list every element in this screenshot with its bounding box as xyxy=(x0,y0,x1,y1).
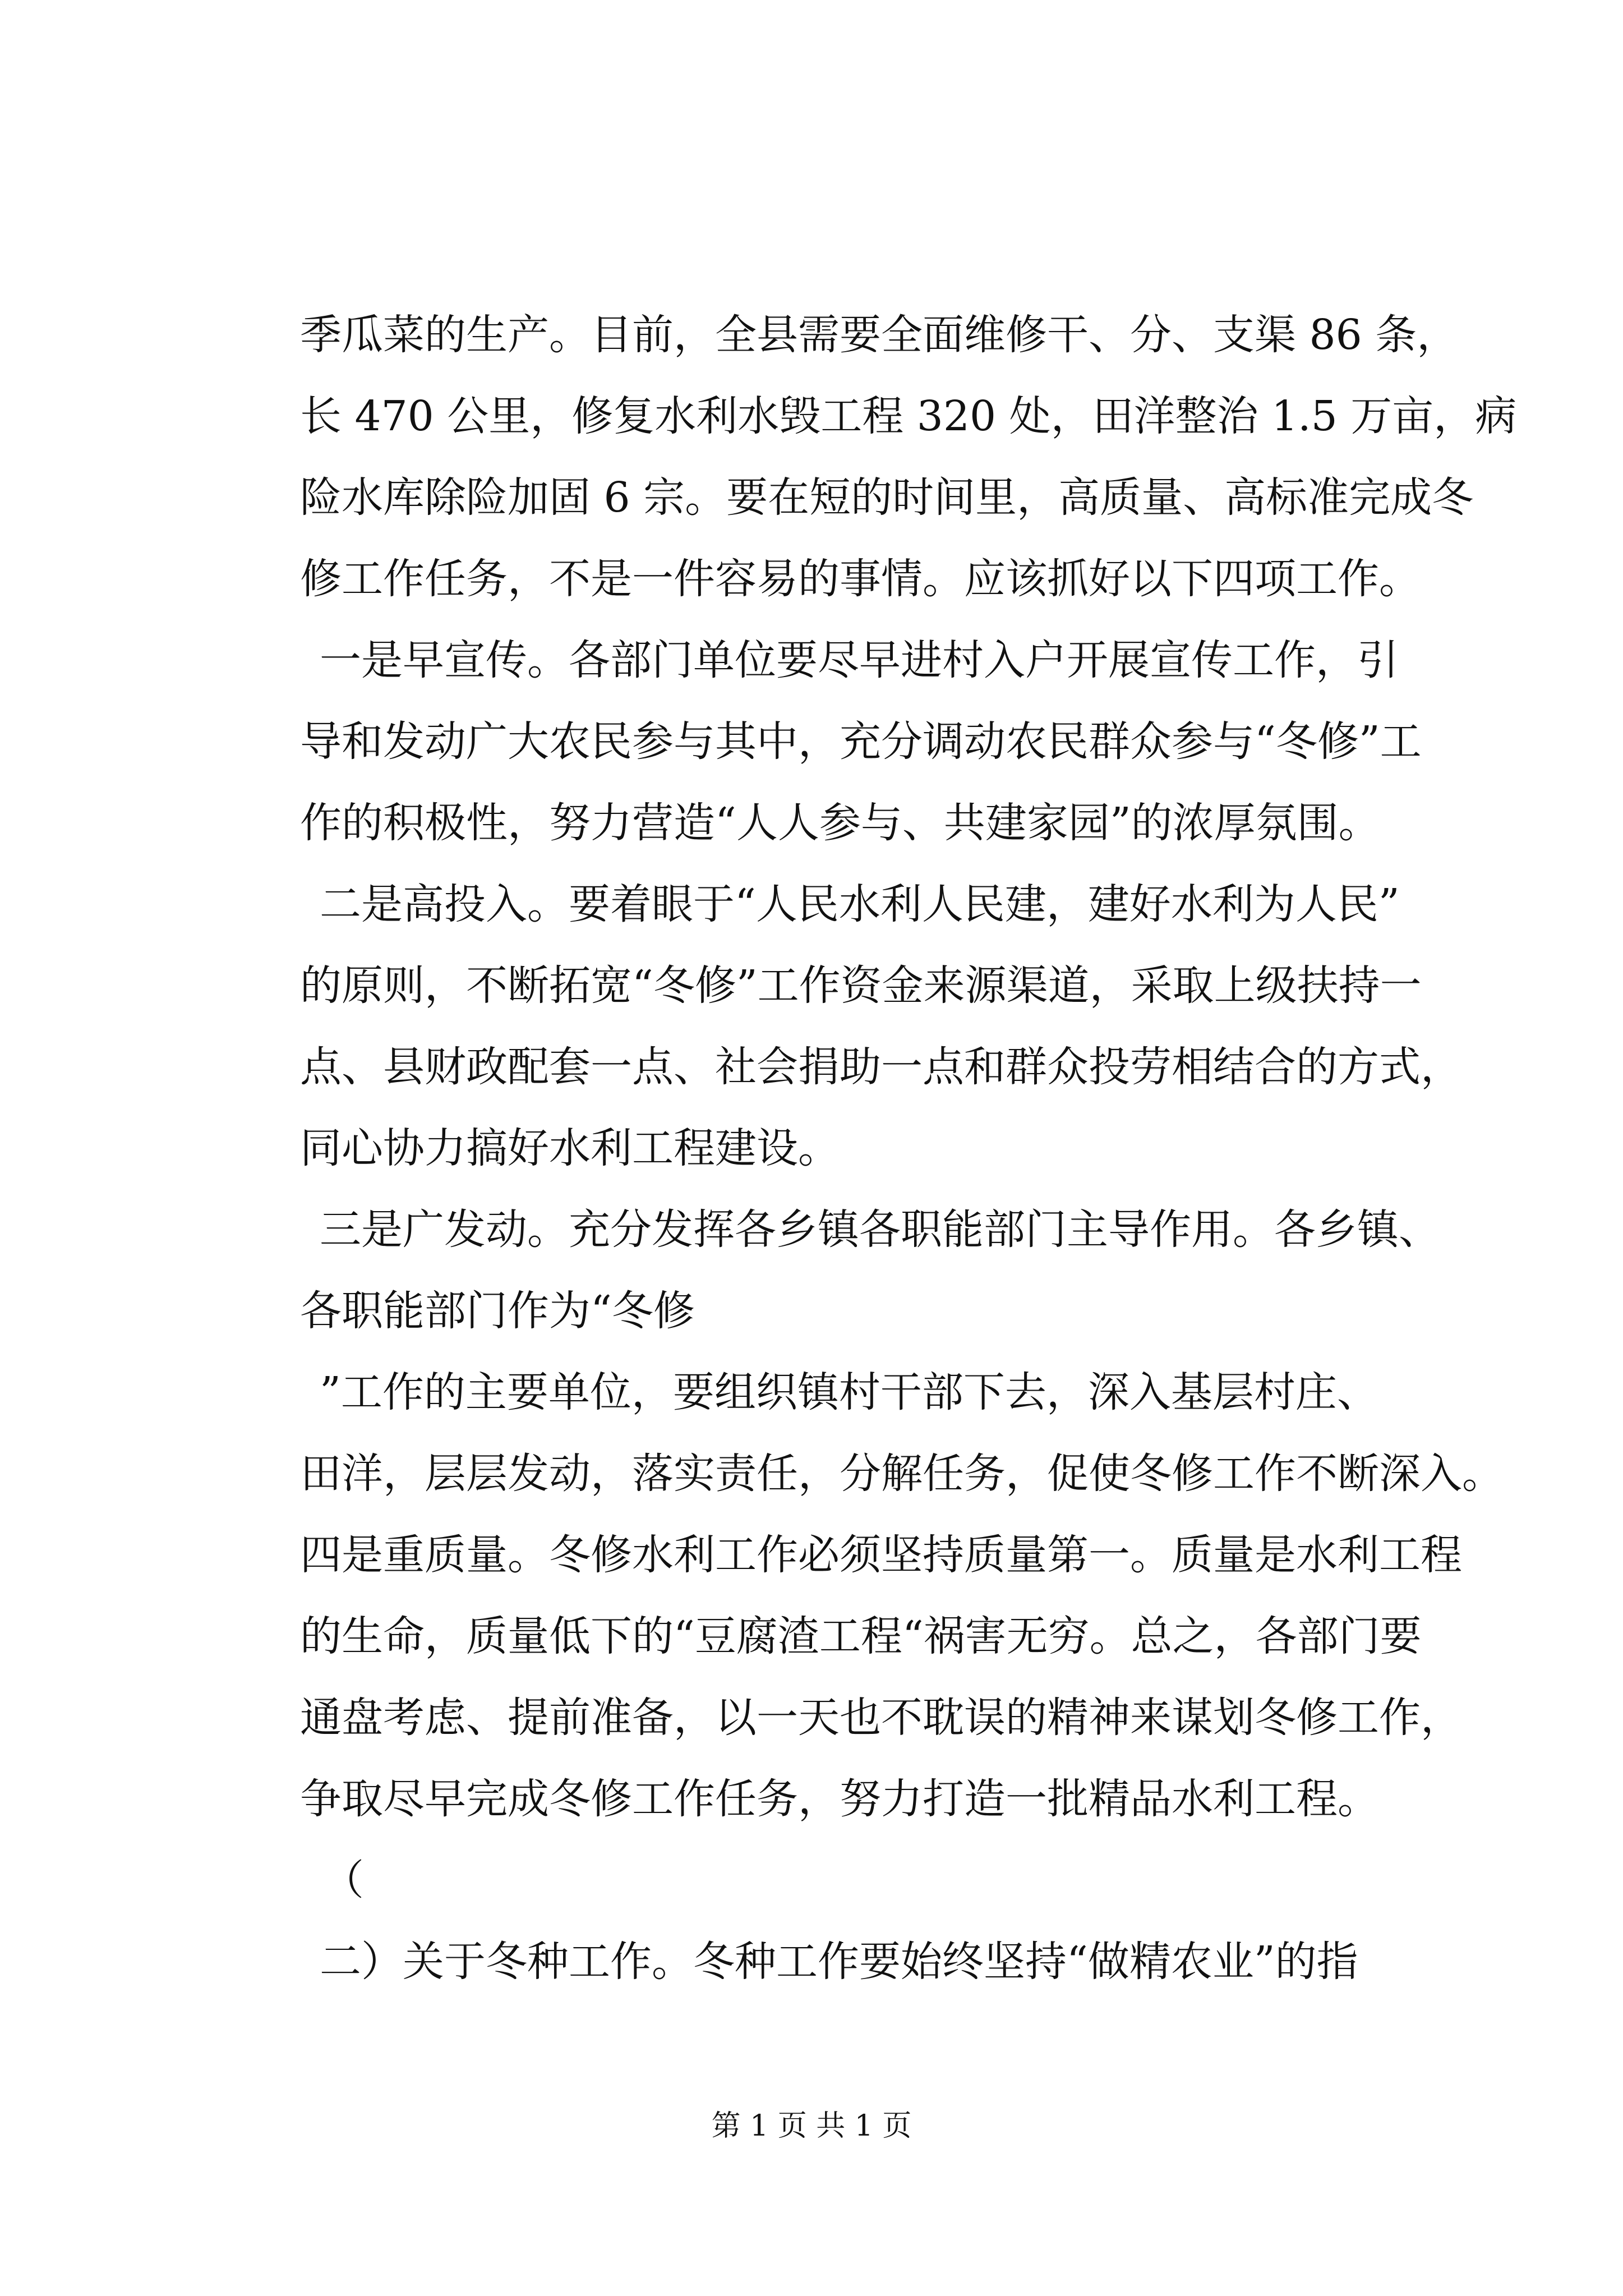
text-line: 季瓜菜的生产。目前，全县需要全面维修干、分、支渠 86 条， xyxy=(300,311,1459,359)
text-line: 三是广发动。充分发挥各乡镇各职能部门主导作用。各乡镇、 xyxy=(320,1205,1440,1254)
text-line: 二）关于冬种工作。冬种工作要始终坚持“做精农业”的指 xyxy=(320,1938,1358,1986)
text-line: ”工作的主要单位，要组织镇村干部下去，深入基层村庄、 xyxy=(320,1368,1378,1416)
text-line: 的生命，质量低下的“豆腐渣工程“祸害无穷。总之，各部门要 xyxy=(300,1612,1422,1660)
text-line: 田洋，层层发动，落实责任，分解任务，促使冬修工作不断深入。 xyxy=(300,1450,1504,1498)
text-line: 各职能部门作为“冬修 xyxy=(300,1287,695,1335)
text-line: 通盘考虑、提前准备，以一天也不耽误的精神来谋划冬修工作， xyxy=(300,1694,1462,1742)
text-line: 作的积极性，努力营造“人人参与、共建家园”的浓厚氛围。 xyxy=(300,799,1380,847)
text-line: 险水库除险加固 6 宗。要在短的时间里，高质量、高标准完成冬 xyxy=(300,473,1474,522)
page-number-footer: 第 1 页 共 1 页 xyxy=(711,2109,912,2143)
text-line: 争取尽早完成冬修工作任务，努力打造一批精品水利工程。 xyxy=(300,1775,1379,1823)
text-line: 点、县财政配套一点、社会捐助一点和群众投劳相结合的方式， xyxy=(300,1043,1462,1091)
document-body xyxy=(300,295,1517,2003)
text-line: 的原则，不断拓宽“冬修”工作资金来源渠道，采取上级扶持一 xyxy=(300,961,1422,1010)
text-line: 二是高投入。要着眼于“人民水利人民建，建好水利为人民” xyxy=(320,880,1400,928)
text-line: 一是早宣传。各部门单位要尽早进村入户开展宣传工作，引 xyxy=(320,636,1399,684)
text-line: 长 470 公里，修复水利水毁工程 320 处，田洋整治 1.5 万亩，病 xyxy=(300,392,1517,440)
text-line: 导和发动广大农民参与其中，充分调动农民群众参与“冬修”工 xyxy=(300,717,1422,766)
text-line: 四是重质量。冬修水利工作必须坚持质量第一。质量是水利工程 xyxy=(300,1531,1462,1579)
text-line: 同心协力搞好水利工程建设。 xyxy=(300,1124,840,1172)
text-line: 修工作任务，不是一件容易的事情。应该抓好以下四项工作。 xyxy=(300,555,1421,603)
text-line: （ xyxy=(322,1856,364,1904)
